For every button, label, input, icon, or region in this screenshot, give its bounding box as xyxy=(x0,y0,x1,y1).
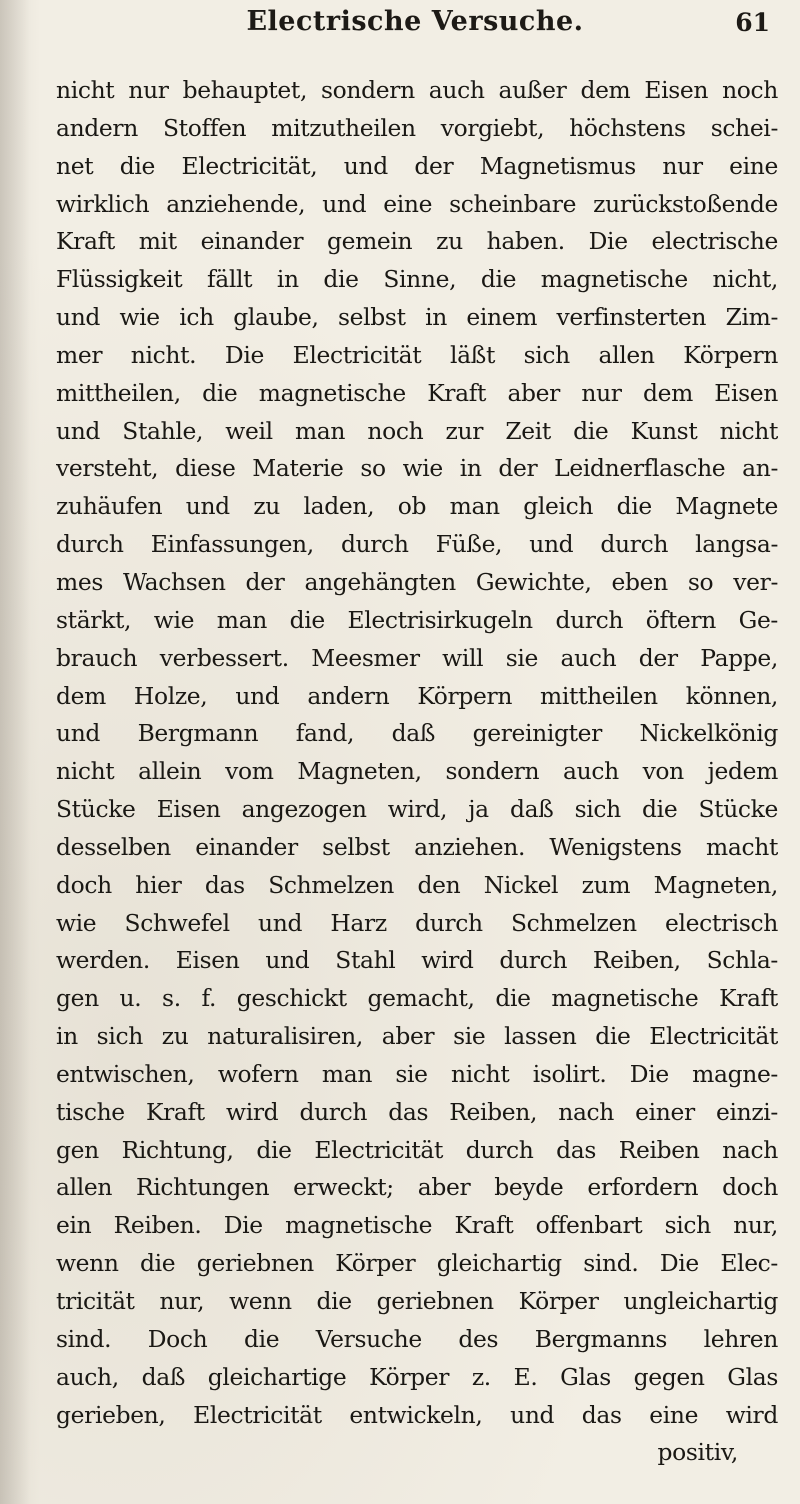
text-line: wie Schwefel und Harz durch Schmelzen electrisch xyxy=(56,908,778,937)
text-line: andern Stoffen mitzutheilen vorgiebt, höchstens schei- xyxy=(56,113,778,142)
text-line: zuhäufen und zu laden, ob man gleich die Magnete xyxy=(56,492,778,521)
text-line: Kraft mit einander gemein zu haben. Die electrische xyxy=(56,227,778,256)
text-line: gen u. s. f. geschickt gemacht, die magnetische Kraft xyxy=(56,984,778,1013)
text-line: mer nicht. Die Electricität läßt sich allen Körpern xyxy=(56,340,778,369)
text-line: dem Holze, und andern Körpern mittheilen können, xyxy=(56,681,778,710)
page-number: 61 xyxy=(735,8,770,37)
text-line: mes Wachsen der angehängten Gewichte, eben so ver- xyxy=(56,567,778,596)
running-head: Electrische Versuche. xyxy=(246,6,584,37)
page-header xyxy=(60,6,770,50)
text-line: brauch verbessert. Meesmer will sie auch der Pappe, xyxy=(56,643,778,672)
text-line: doch hier das Schmelzen den Nickel zum Magneten, xyxy=(56,870,778,899)
text-line: auch, daß gleichartige Körper z. E. Glas gegen Glas xyxy=(56,1362,778,1391)
text-line: entwischen, wofern man sie nicht isolirt. Die magne- xyxy=(56,1059,778,1088)
text-line: Flüssigkeit fällt in die Sinne, die magnetische nicht, xyxy=(56,265,778,294)
text-line: desselben einander selbst anziehen. Wenigstens macht xyxy=(56,832,778,861)
text-line: und wie ich glaube, selbst in einem verfinsterten Zim- xyxy=(56,303,778,332)
binding-shadow xyxy=(0,0,30,1504)
text-line: durch Einfassungen, durch Füße, und durch langsa- xyxy=(56,530,778,559)
text-line: mittheilen, die magnetische Kraft aber nur dem Eisen xyxy=(56,378,778,407)
text-line: gen Richtung, die Electricität durch das Reiben nach xyxy=(56,1135,778,1164)
text-line: versteht, diese Materie so wie in der Leidnerflasche an- xyxy=(56,454,778,483)
catchword-line: positiv, xyxy=(657,1438,738,1467)
text-line: werden. Eisen und Stahl wird durch Reiben, Schla- xyxy=(56,946,778,975)
text-line: gerieben, Electricität entwickeln, und das eine wird xyxy=(56,1400,778,1429)
text-line: und Stahle, weil man noch zur Zeit die Kunst nicht xyxy=(56,416,778,445)
text-line: sind. Doch die Versuche des Bergmanns lehren xyxy=(56,1324,778,1353)
text-line: und Bergmann fand, daß gereinigter Nickelkönig xyxy=(56,719,778,748)
text-line: net die Electricität, und der Magnetismus nur eine xyxy=(56,151,778,180)
text-line: wirklich anziehende, und eine scheinbare zurückstoßende xyxy=(56,189,778,218)
text-line: allen Richtungen erweckt; aber beyde erfordern doch xyxy=(56,1173,778,1202)
text-line: nicht allein vom Magneten, sondern auch von jedem xyxy=(56,757,778,786)
text-line: stärkt, wie man die Electrisirkugeln durch öftern Ge- xyxy=(56,605,778,634)
text-line: nicht nur behauptet, sondern auch außer dem Eisen noch xyxy=(56,76,778,104)
text-line: tricität nur, wenn die geriebnen Körper ungleichartig xyxy=(56,1287,778,1315)
text-line: ein Reiben. Die magnetische Kraft offenbart sich nur, xyxy=(56,1211,778,1240)
body-text xyxy=(56,72,778,1472)
text-line: tische Kraft wird durch das Reiben, nach einer einzi- xyxy=(56,1097,778,1126)
text-line: Stücke Eisen angezogen wird, ja daß sich die Stücke xyxy=(56,795,778,824)
text-line: wenn die geriebnen Körper gleichartig sind. Die Elec- xyxy=(56,1249,778,1278)
text-line: in sich zu naturalisiren, aber sie lassen die Electricität xyxy=(56,1022,778,1051)
